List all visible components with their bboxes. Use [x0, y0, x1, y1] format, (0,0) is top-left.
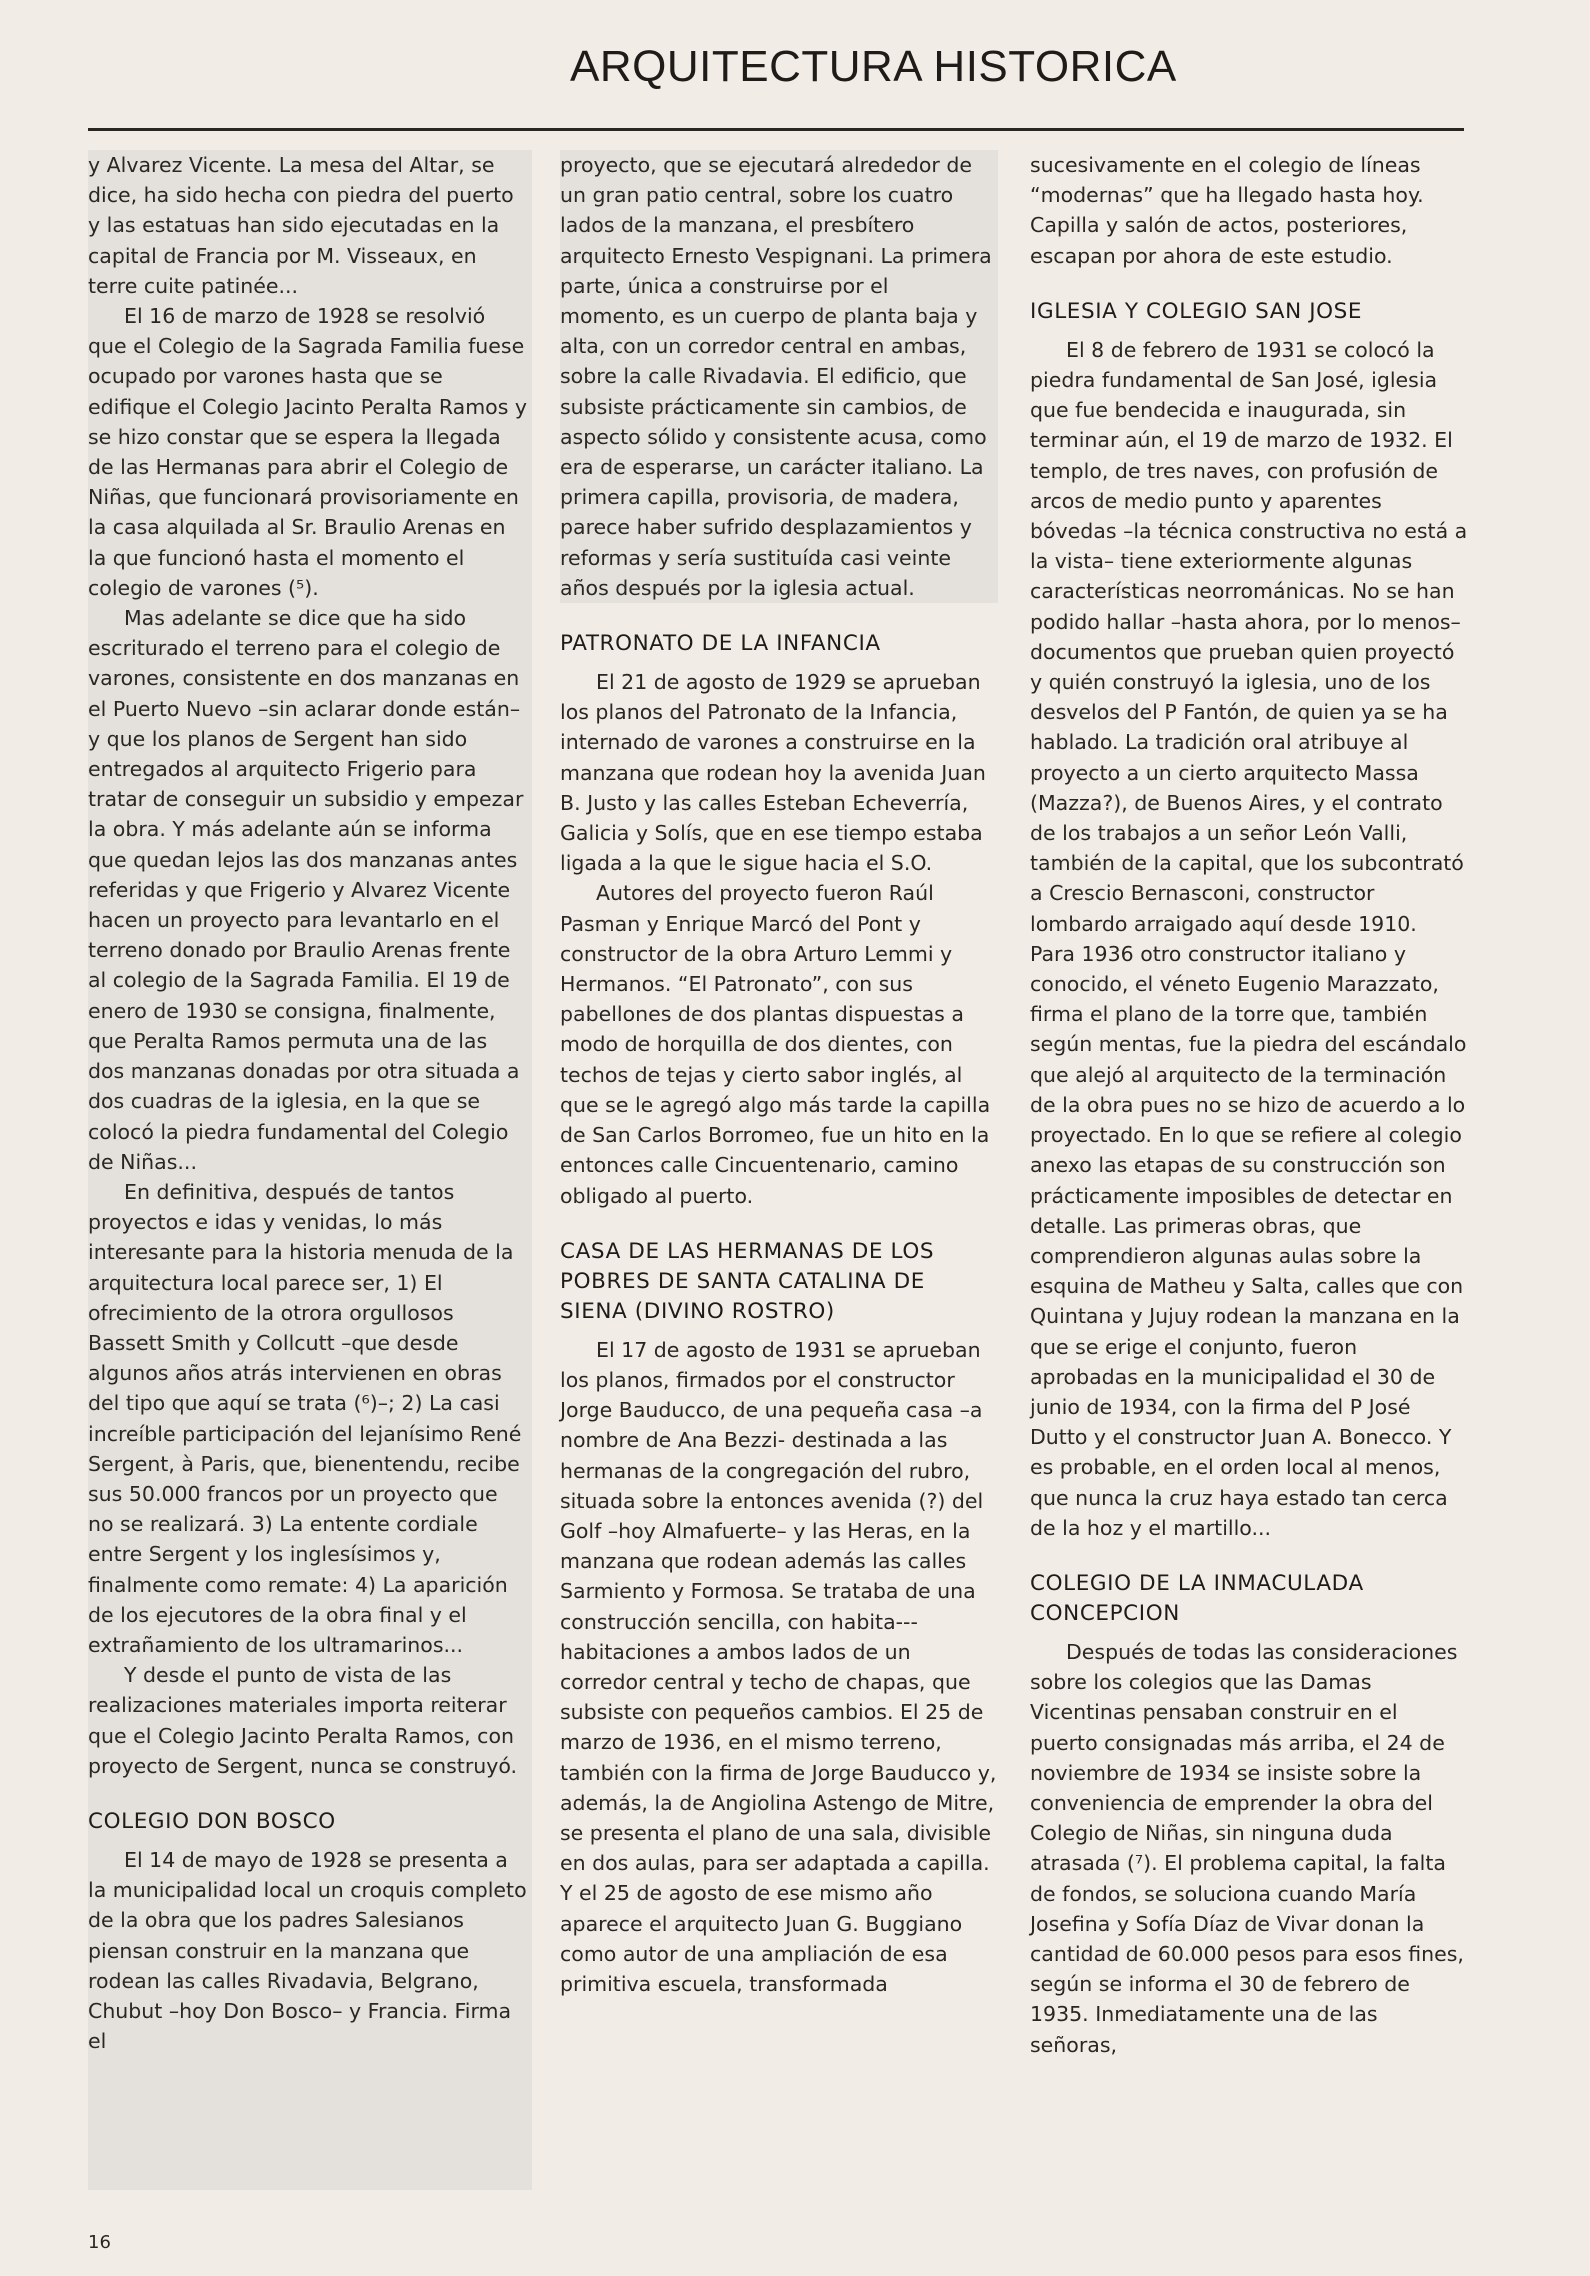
- paragraph: Autores del proyecto fueron Raúl Pasman y Enrique Marcó del Pont y constructor de la obra Arturo Lemmi y Hermanos. “El Patronato”, con sus pabellones de dos plantas dispuestas a modo de horquilla de dos dientes, con techos de tejas y cierto sabor inglés, al que se le agregó algo más tarde la capilla de San Carlos Borromeo, fue un hito en la entonces calle Cincuentenario, camino obligado al puerto.: [560, 881, 991, 1208]
- paragraph: Mas adelante se dice que ha sido escriturado el terreno para el colegio de varones, consistente en dos manzanas en el Puerto Nuevo –sin aclarar donde están– y que los planos de Sergent han sido entregados al arquitecto Frigerio para tratar de conseguir un subsidio y empezar la obra. Y más adelante aún se informa que quedan lejos las dos manzanas antes referidas y que Frigerio y Alvarez Vicente hacen un proyecto para levantarlo en el terreno donado por Braulio Arenas frente al colegio de la Sagrada Familia. El 19 de enero de 1930 se consigna, finalmente, que Peralta Ramos permuta una de las dos manzanas donadas por otra situada a dos cuadras de la iglesia, en la que se colocó la piedra fundamental del Colegio de Niñas...: [88, 606, 524, 1174]
- paragraph: El 21 de agosto de 1929 se aprueban los planos del Patronato de la Infancia, internado de varones a construirse en la manzana que rodean hoy la avenida Juan B. Justo y las calles Esteban Echeverría, Galicia y Solís, que en ese tiempo estaba ligada a la que le sigue hacia el S.O.: [560, 670, 986, 876]
- paragraph: El 8 de febrero de 1931 se colocó la piedra fundamental de San José, iglesia que fue bendecida e inaugurada, sin terminar aún, el 19 de marzo de 1932. El templo, de tres naves, con profusión de arcos de medio punto y aparentes bóvedas –la técnica constructiva no está a la vista– tiene exteriormente algunas características neorrománicas. No se han podido hallar –hasta ahora, por lo menos– documentos que prueban quien proyectó y quién construyó la iglesia, uno de los desvelos del P Fantón, de quien ya se ha hablado. La tradición oral atribuye al proyecto a un cierto arquitecto Massa (Mazza?), de Buenos Aires, y el contrato de los trabajos a un señor León Valli, también de la capital, que los subcontrató a Crescio Bernasconi, constructor lombardo arraigado aquí desde 1910. Para 1936 otro constructor italiano y conocido, el véneto Eugenio Marazzato, firma el plano de la torre que, también según mentas, fue la piedra del escándalo que alejó al arquitecto de la terminación de la obra pues no se hizo de acuerdo a lo proyectado. En lo que se refiere al colegio anexo las etapas de su construcción son prácticamente imposibles de detectar en detalle. Las primeras obras, que comprendieron algunas aulas sobre la esquina de Matheu y Salta, calles que con Quintana y Jujuy rodean la manzana en la que se erige el conjunto, fueron aprobadas en la municipalidad el 30 de junio de 1934, con la firma del P José Dutto y el constructor Juan A. Bonecco. Y es probable, en el orden local al menos, que nunca la cruz haya estado tan cerca de la hoz y el martillo...: [1030, 337, 1468, 1540]
- paragraph: El 16 de marzo de 1928 se resolvió que el Colegio de la Sagrada Familia fuese ocupado por varones hasta que se edifique el Colegio Jacinto Peralta Ramos y se hizo constar que se espera la llegada de las Hermanas para abrir el Colegio de Niñas, que funcionará provisoriamente en la casa alquilada al Sr. Braulio Arenas en la que funcionó hasta el momento el colegio de varones (⁵).: [88, 304, 528, 600]
- paragraph: y Alvarez Vicente. La mesa del Altar, se dice, ha sido hecha con piedra del puerto y las estatuas han sido ejecutadas en la capital de Francia por M. Visseaux, en terre cuite patinée...: [88, 153, 514, 298]
- shaded-block: [560, 150, 998, 603]
- header-divider: [88, 128, 1464, 131]
- paragraph: sucesivamente en el colegio de líneas “modernas” que ha llegado hasta hoy. Capilla y salón de actos, posteriores, escapan por ahora de este estudio.: [1030, 153, 1424, 268]
- page-number: 16: [88, 2232, 111, 2253]
- section-heading: IGLESIA Y COLEGIO SAN JOSE: [1030, 298, 1363, 324]
- paragraph: proyecto, que se ejecutará alrededor de un gran patio central, sobre los cuatro lados de la manzana, el presbítero arquitecto Ernesto Vespignani. La primera parte, única a construirse por el momento, es un cuerpo de planta baja y alta, con un corredor central en ambas, sobre la calle Rivadavia. El edificio, que subsiste prácticamente sin cambios, de aspecto sólido y consistente acusa, como era de esperarse, un carácter italiano. La primera capilla, provisoria, de madera, parece haber sufrido desplazamientos y reformas y sería sustituída casi veinte años después por la iglesia actual.: [560, 153, 992, 600]
- section-heading: COLEGIO DON BOSCO: [88, 1808, 336, 1834]
- paragraph: Y desde el punto de vista de las realizaciones materiales importa reiterar que el Colegio Jacinto Peralta Ramos, con proyecto de Sergent, nunca se construyó.: [88, 1663, 518, 1778]
- paragraph: Después de todas las consideraciones sobre los colegios que las Damas Vicentinas pensaban construir en el puerto consignadas más arriba, el 24 de noviembre de 1934 se insiste sobre la conveniencia de emprender la obra del Colegio de Niñas, sin ninguna duda atrasada (⁷). El problema capital, la falta de fondos, se soluciona cuando María Josefina y Sofía Díaz de Vivar donan la cantidad de 60.000 pesos para esos fines, según se informa el 30 de febrero de 1935. Inmediatamente una de las señoras,: [1030, 1639, 1464, 2057]
- section-heading: PATRONATO DE LA INFANCIA: [560, 631, 881, 657]
- paragraph: El 17 de agosto de 1931 se aprueban los planos, firmados por el constructor Jorge Bauducco, de una pequeña casa –a nombre de Ana Bezzi- destinada a las hermanas de la congregación del rubro, situada sobre la entonces avenida (?) del Golf –hoy Almafuerte– y las Heras, en la manzana que rodean además las calles Sarmiento y Formosa. Se trataba de una construcción sencilla, con habita--- habitaciones a ambos lados de un corredor central y techo de chapas, que subsiste con pequeños cambios. El 25 de marzo de 1936, en el mismo terreno, también con la firma de Jorge Bauducco y, además, la de Angiolina Astengo de Mitre, se presenta el plano de una sala, divisible en dos aulas, para ser adaptada a capilla. Y el 25 de agosto de ese mismo año aparece el arquitecto Juan G. Buggiano como autor de una ampliación de esa primitiva escuela, transformada: [560, 1337, 997, 1996]
- section-heading: CASA DE LAS HERMANAS DE LOS POBRES DE SANTA CATALINA DE SIENA (DIVINO ROSTRO): [560, 1238, 935, 1324]
- paragraph: En definitiva, después de tantos proyectos e idas y venidas, lo más interesante para la historia menuda de la arquitectura local parece ser, 1) El ofrecimiento de la otrora orgullosos Bassett Smith y Collcutt –que desde algunos años atrás intervienen en obras del tipo que aquí se trata (⁶)–; 2) La casi increíble participación del lejanísimo René Sergent, à Paris, que, bienentendu, recibe sus 50.000 francos por un proyecto que no se realizará. 3) La entente cordiale entre Sergent y los inglesísimos y, finalmente como remate: 4) La aparición de los ejecutores de la obra final y el extrañamiento de los ultramarinos...: [88, 1179, 522, 1657]
- section-title: ARQUITECTURA HISTORICA: [570, 42, 1177, 91]
- column-3: [1030, 150, 1468, 2060]
- section-heading: COLEGIO DE LA INMACULADA CONCEPCION: [1030, 1570, 1364, 1626]
- column-1: [88, 150, 532, 2190]
- paragraph: El 14 de mayo de 1928 se presenta a la municipalidad local un croquis completo de la obra que los padres Salesianos piensan construir en la manzana que rodean las calles Rivadavia, Belgrano, Chubut –hoy Don Bosco– y Francia. Firma el: [88, 1847, 527, 2054]
- column-2: [560, 150, 998, 1999]
